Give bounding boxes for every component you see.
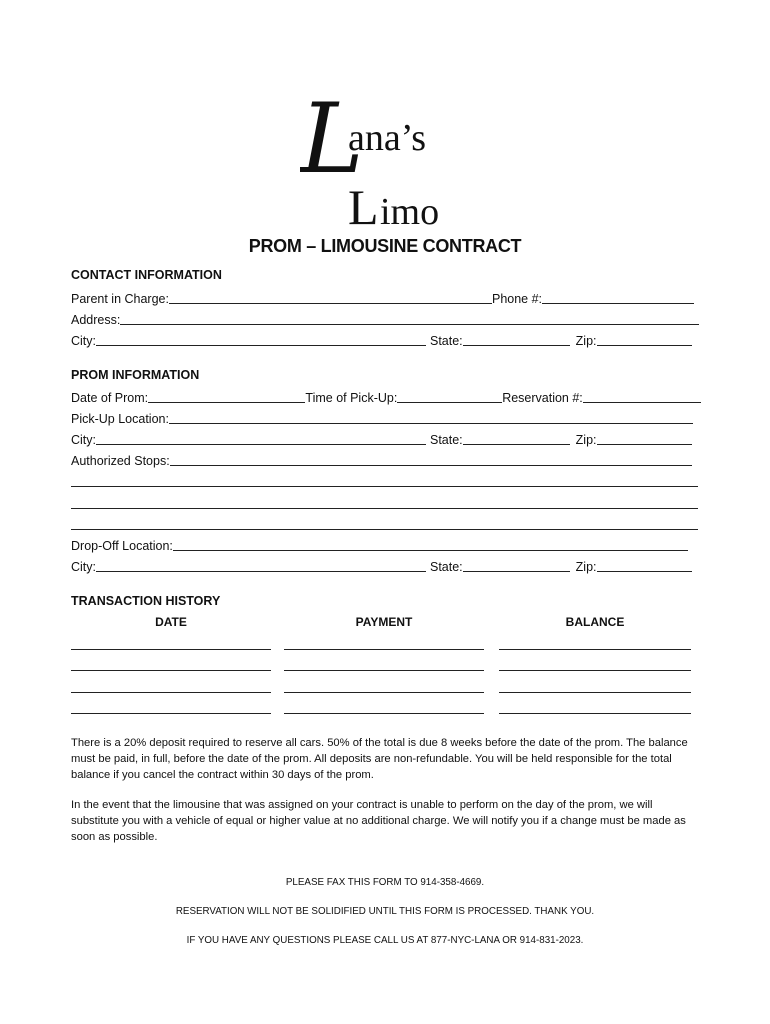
fax-instruction: PLEASE FAX THIS FORM TO 914-358-4669. bbox=[285, 877, 485, 888]
transaction-balance-line[interactable] bbox=[499, 670, 691, 671]
state-field[interactable] bbox=[463, 559, 570, 572]
reservation-label: Reservation #: bbox=[502, 391, 583, 405]
contact-city-row bbox=[71, 330, 701, 348]
stops-field[interactable] bbox=[170, 453, 692, 466]
prom-heading: PROM INFORMATION bbox=[71, 368, 200, 382]
state-field[interactable] bbox=[463, 333, 570, 346]
zip-label: Zip: bbox=[575, 433, 597, 447]
stops-extra-line[interactable] bbox=[71, 508, 698, 509]
logo-initial-l: L bbox=[348, 179, 379, 232]
dropoff-label: Drop-Off Location: bbox=[71, 539, 173, 553]
pickup-field[interactable] bbox=[169, 411, 693, 424]
transaction-balance-line[interactable] bbox=[499, 713, 691, 714]
transaction-payment-line[interactable] bbox=[284, 670, 484, 671]
stops-label: Authorized Stops: bbox=[71, 454, 170, 468]
column-header-date: DATE bbox=[155, 615, 187, 629]
lanas-limo-logo bbox=[300, 82, 490, 232]
address-field[interactable] bbox=[120, 312, 699, 325]
zip-field[interactable] bbox=[597, 432, 692, 445]
prom-date-row bbox=[71, 387, 701, 405]
city-label: City: bbox=[71, 560, 96, 574]
transaction-date-line[interactable] bbox=[71, 713, 271, 714]
phone-field[interactable] bbox=[542, 291, 694, 304]
state-label: State: bbox=[430, 560, 463, 574]
pickup-row bbox=[71, 408, 701, 426]
transaction-payment-line[interactable] bbox=[284, 713, 484, 714]
city-label: City: bbox=[71, 334, 96, 348]
state-field[interactable] bbox=[463, 432, 570, 445]
parent-label: Parent in Charge: bbox=[71, 292, 169, 306]
processing-notice: RESERVATION WILL NOT BE SOLIDIFIED UNTIL THIS FORM IS PROCESSED. THANK YOU. bbox=[175, 906, 595, 917]
substitution-terms-paragraph: In the event that the limousine that was assigned on your contract is unable to perform on the day of the prom, we will substitute you with a vehicle of equal or higher value at no additional charge. We will notify you if a change must be made as soon as possible. bbox=[71, 799, 686, 843]
address-label: Address: bbox=[71, 313, 121, 327]
transaction-date-line[interactable] bbox=[71, 670, 271, 671]
zip-field[interactable] bbox=[597, 559, 692, 572]
transaction-balance-line[interactable] bbox=[499, 692, 691, 693]
zip-field[interactable] bbox=[597, 333, 692, 346]
city-field[interactable] bbox=[96, 432, 426, 445]
transaction-payment-line[interactable] bbox=[284, 692, 484, 693]
logo-word-imo: imo bbox=[380, 191, 440, 232]
pickup-label: Pick-Up Location: bbox=[71, 412, 169, 426]
state-label: State: bbox=[430, 334, 463, 348]
city-field[interactable] bbox=[96, 559, 426, 572]
logo-word-lanas: ana’s bbox=[348, 117, 427, 159]
column-header-payment: PAYMENT bbox=[355, 615, 413, 629]
zip-label: Zip: bbox=[575, 560, 597, 574]
page-title: PROM – LIMOUSINE CONTRACT bbox=[248, 236, 522, 256]
reservation-field[interactable] bbox=[583, 390, 701, 403]
date-field[interactable] bbox=[148, 390, 305, 403]
time-label: Time of Pick-Up: bbox=[305, 391, 398, 405]
contact-phone-notice: IF YOU HAVE ANY QUESTIONS PLEASE CALL US AT 877-NYC-LANA OR 914-831-2023. bbox=[186, 935, 584, 946]
contact-heading: CONTACT INFORMATION bbox=[71, 268, 222, 282]
stops-extra-line[interactable] bbox=[71, 529, 698, 530]
transaction-heading: TRANSACTION HISTORY bbox=[71, 594, 221, 608]
phone-label: Phone #: bbox=[491, 292, 543, 306]
transaction-date-line[interactable] bbox=[71, 692, 271, 693]
stops-row bbox=[71, 450, 701, 468]
state-label: State: bbox=[430, 433, 463, 447]
parent-field[interactable] bbox=[169, 291, 492, 304]
date-label: Date of Prom: bbox=[71, 391, 149, 405]
transaction-date-line[interactable] bbox=[71, 649, 271, 650]
transaction-balance-line[interactable] bbox=[499, 649, 691, 650]
logo-script-initial: L bbox=[300, 83, 364, 195]
transaction-payment-line[interactable] bbox=[284, 649, 484, 650]
city-label: City: bbox=[71, 433, 96, 447]
column-header-balance: BALANCE bbox=[565, 615, 625, 629]
dropoff-field[interactable] bbox=[173, 538, 688, 551]
zip-label: Zip: bbox=[575, 334, 597, 348]
dropoff-city-row bbox=[71, 556, 701, 574]
prom-city-row bbox=[71, 429, 701, 447]
parent-phone-row bbox=[71, 288, 701, 306]
city-field[interactable] bbox=[96, 333, 426, 346]
stops-extra-line[interactable] bbox=[71, 486, 698, 487]
time-field[interactable] bbox=[397, 390, 502, 403]
dropoff-row bbox=[71, 535, 701, 553]
deposit-terms-paragraph: There is a 20% deposit required to reserve all cars. 50% of the total is due 8 weeks before the date of the prom. The balance must be paid, in full, before the date of the prom. All deposits are non-refundable. You will be held responsible for the total balance if you cancel the contract within 30 days of the prom. bbox=[71, 737, 688, 781]
address-row bbox=[71, 309, 701, 327]
